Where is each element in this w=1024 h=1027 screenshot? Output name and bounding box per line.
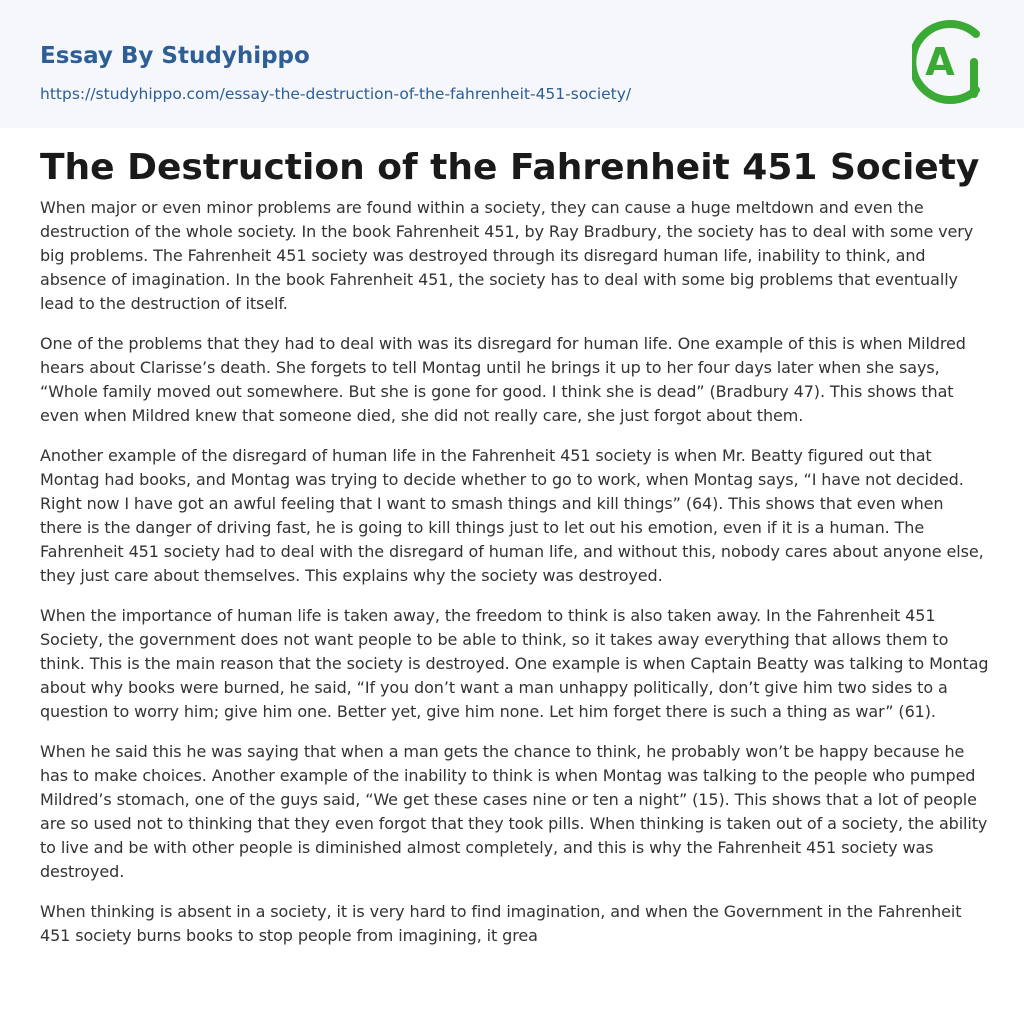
essay-url-link[interactable]: https://studyhippo.com/essay-the-destruction-of-the-fahrenheit-451-society/	[40, 85, 632, 103]
logo-letter: A	[925, 40, 955, 84]
essay-paragraph: When major or even minor problems are found within a society, they can cause a huge meltdown and even the destruction of the whole society. In the book Fahrenheit 451, by Ray Bradbury, the society has to deal with some very big problems. The Fahrenheit 451 society was destroyed through its disregard human life, inability to think, and absence of imagination. In the book Fahrenheit 451, the society has to deal with some big problems that eventually lead to the destruction of itself.	[40, 198, 974, 313]
brand-title[interactable]: Essay By Studyhippo	[40, 43, 310, 69]
essay-paragraph: When he said this he was saying that when a man gets the chance to think, he probably won’t be happy because he has to make choices. Another example of the inability to think is when Montag was talking to the people who pumped Mildred’s stomach, one of the guys said, “We get these cases nine or ten a night” (15). This shows that a lot of people are so used not to thinking that they even forgot that they took pills. When thinking is taken out of a society, the ability to live and be with other people is diminished almost completely, and this is why the Fahrenheit 451 society was destroyed.	[40, 742, 988, 881]
essay-content	[40, 148, 990, 964]
essay-paragraph: Another example of the disregard of human life in the Fahrenheit 451 society is when Mr. Beatty figured out that Montag had books, and Montag was trying to decide whether to go to work, when Montag says, “I have not decided. Right now I have got an awful feeling that I want to smash things and kill things” (64). This shows that even when there is the danger of driving fast, he is going to kill things just to let out his emotion, even if it is a human. The Fahrenheit 451 society had to deal with the disregard of human life, and without this, nobody cares about anyone else, they just care about themselves. This explains why the society was destroyed.	[40, 446, 984, 585]
essay-title: The Destruction of the Fahrenheit 451 Society	[40, 147, 980, 188]
page-header	[0, 0, 1024, 128]
essay-paragraph: When the importance of human life is taken away, the freedom to think is also taken away. In the Fahrenheit 451 Society, the government does not want people to be able to think, so it takes away everything that allows them to think. This is the main reason that the society is destroyed. One example is when Captain Beatty was talking to Montag about why books were burned, he said, “If you don’t want a man unhappy politically, don’t give him two sides to a question to worry him; give him one. Better yet, give him none. Let him forget there is such a thing as war” (61).	[40, 606, 989, 721]
essay-paragraph: One of the problems that they had to deal with was its disregard for human life. One example of this is when Mildred hears about Clarisse’s death. She forgets to tell Montag until he brings it up to her four days later when she says, “Whole family moved out somewhere. But she is gone for good. I think she is dead” (Bradbury 47). This shows that even when Mildred knew that someone died, she did not really care, she just forgot about them.	[40, 334, 966, 425]
studyhippo-logo-icon[interactable]	[912, 18, 988, 106]
essay-paragraph: When thinking is absent in a society, it is very hard to find imagination, and when the Government in the Fahrenheit 451 society burns books to stop people from imagining, it grea	[40, 902, 962, 945]
